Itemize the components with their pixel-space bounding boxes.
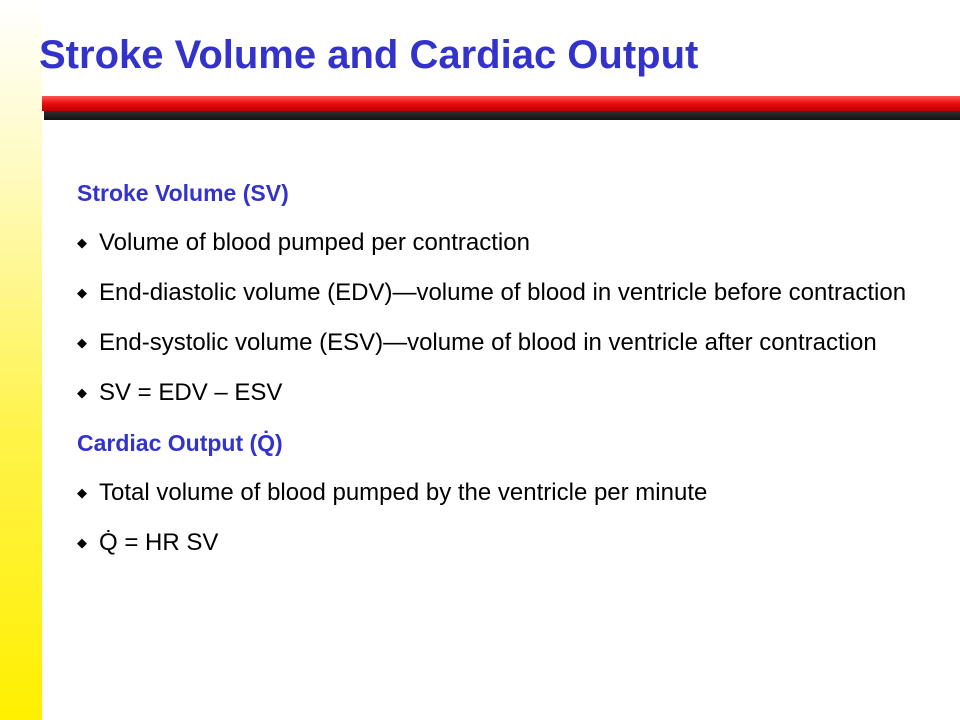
section-heading-stroke-volume: Stroke Volume (SV) xyxy=(77,180,289,206)
slide-title: Stroke Volume and Cardiac Output xyxy=(39,33,699,77)
diamond-bullet-icon: ◆ xyxy=(77,235,87,250)
bullet-item xyxy=(77,528,937,558)
diamond-bullet-icon: ◆ xyxy=(77,485,87,500)
slide-body xyxy=(77,178,937,578)
bullet-text: Volume of blood pumped per contraction xyxy=(99,229,530,256)
bullet-item xyxy=(77,328,937,358)
diamond-bullet-icon: ◆ xyxy=(77,535,87,550)
title-rule xyxy=(42,96,960,111)
bullet-item xyxy=(77,278,937,308)
section-heading-cardiac-output: Cardiac Output (Q̇) xyxy=(77,430,283,456)
bullet-item xyxy=(77,378,937,408)
bullet-text: SV = EDV – ESV xyxy=(99,379,283,406)
side-gradient-band xyxy=(0,0,42,720)
diamond-bullet-icon: ◆ xyxy=(77,385,87,400)
bullet-item xyxy=(77,478,937,508)
bullet-text: Total volume of blood pumped by the ventricle per minute xyxy=(99,479,708,506)
bullet-item xyxy=(77,228,937,258)
bullet-text: End-systolic volume (ESV)—volume of blood in ventricle after contraction xyxy=(99,329,877,356)
bullet-text: Q̇ = HR SV xyxy=(99,529,219,556)
diamond-bullet-icon: ◆ xyxy=(77,335,87,350)
diamond-bullet-icon: ◆ xyxy=(77,285,87,300)
bullet-text: End-diastolic volume (EDV)—volume of blood in ventricle before contraction xyxy=(99,279,907,306)
